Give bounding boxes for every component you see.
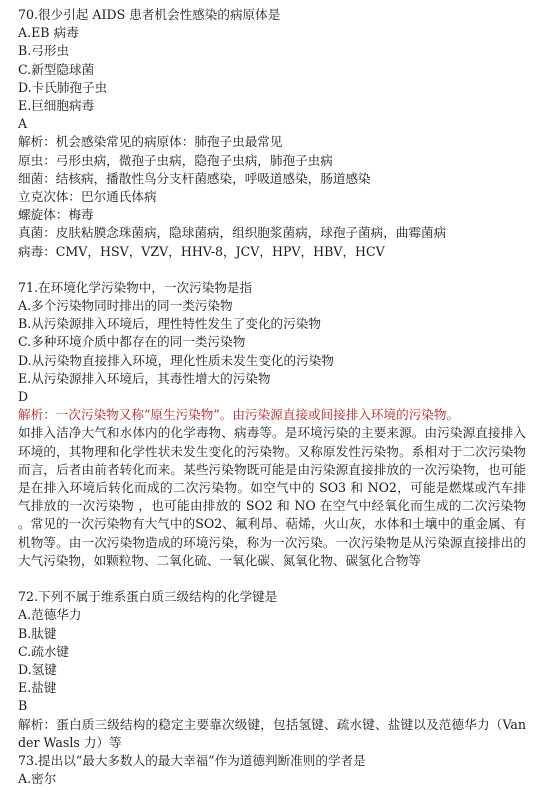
- question-stem: 72.下列不属于维系蛋白质三级结构的化学键是: [18, 589, 278, 605]
- question-71: [18, 279, 526, 570]
- analysis-paragraph: 如排入洁净大气和水体内的化学毒物、病毒等。是环境污染的主要来源。由污染源直接排入环境的，其物理和化学性状未发生变化的污染物。又称原发性污染物。系相对于二次污染物而言，后者由前者转化而来。某些污染物既可能是由污染源直接排放的一次污染物，也可能是在排入环境后转化而成的二次污染物。如空气中的 SO3 和 NO2，可能是燃煤或汽车排气排放的一次污染物 ，也可能由排放的 SO2 和 NO 在空气中经氧化而生成的二次污染物 。常见的一次污染物有大气中的SO2、氟利昂、萜烯，火山灰，水体和土壤中的重金属、有机物等。由一次污染物造成的环境污染，称为一次污染。一次污染物是从污染源直接排出的大气污染物，如颗粒物、二氧化硫、一氧化碳、氮氧化物、碳氢化合物等: [18, 425, 526, 568]
- analysis-line: 原虫：弓形虫病，微孢子虫病，隐孢子虫病，肺孢子虫病: [18, 152, 333, 168]
- analysis-line: 解析：机会感染常见的病原体：肺孢子虫最常见: [18, 134, 283, 150]
- spacer: [18, 261, 526, 279]
- analysis-line: 螺旋体：梅毒: [18, 207, 94, 223]
- option-e: E.盐键: [18, 680, 57, 696]
- option-a: A.密尔: [18, 771, 57, 787]
- option-c: C.新型隐球菌: [18, 61, 95, 77]
- option-e: E.从污染源排入环境后，其毒性增大的污染物: [18, 370, 271, 386]
- option-a: A.多个污染物同时排出的同一类污染物: [18, 298, 233, 314]
- option-b: B.从污染源排入环境后，理性特性发生了变化的污染物: [18, 316, 321, 332]
- option-c: C.多种环境介质中都存在的同一类污染物: [18, 334, 246, 350]
- option-c: C.疏水键: [18, 643, 69, 659]
- option-e: E.巨细胞病毒: [18, 98, 95, 114]
- analysis-paragraph: 解析：蛋白质三级结构的稳定主要靠次级键，包括氢键、疏水键、盐键以及范德华力（Van der Wasls 力）等: [18, 716, 526, 750]
- option-b: B.弓形虫: [18, 43, 70, 59]
- analysis-line: 立克次体：巴尔通氏体病: [18, 189, 157, 205]
- question-70: [18, 6, 526, 261]
- question-73: [18, 752, 526, 788]
- question-stem: 71.在环境化学污染物中，一次污染物是指: [18, 279, 253, 295]
- option-a: A.EB 病毒: [18, 25, 79, 41]
- analysis-line: 病毒：CMV，HSV，VZV，HHV-8，JCV，HPV，HBV，HCV: [18, 243, 385, 259]
- analysis-line: 真菌：皮肤粘膜念珠菌病，隐球菌病，组织胞浆菌病，球孢子菌病，曲霉菌病: [18, 225, 447, 241]
- analysis-line: 细菌：结核病，播散性鸟分支杆菌感染，呼吸道感染，肠道感染: [18, 170, 371, 186]
- answer: D: [18, 389, 29, 405]
- question-72: [18, 588, 526, 752]
- question-stem: 70.很少引起 AIDS 患者机会性感染的病原体是: [18, 7, 281, 22]
- answer: A: [18, 116, 28, 132]
- spacer: [18, 570, 526, 588]
- analysis-highlight: 解析：一次污染物又称“原生污染物”。由污染源直接或间接排入环境的污染物。: [18, 407, 460, 423]
- option-b: B.肽键: [18, 625, 57, 641]
- option-d: D.从污染物直接排入环境，理化性质未发生变化的污染物: [18, 352, 334, 368]
- option-a: A.范德华力: [18, 607, 82, 623]
- option-d: D.卡氏肺孢子虫: [18, 79, 108, 95]
- question-stem: 73.提出以“最大多数人的最大幸福”作为道德判断准则的学者是: [18, 752, 366, 768]
- answer: B: [18, 698, 28, 714]
- option-d: D.氢键: [18, 661, 57, 677]
